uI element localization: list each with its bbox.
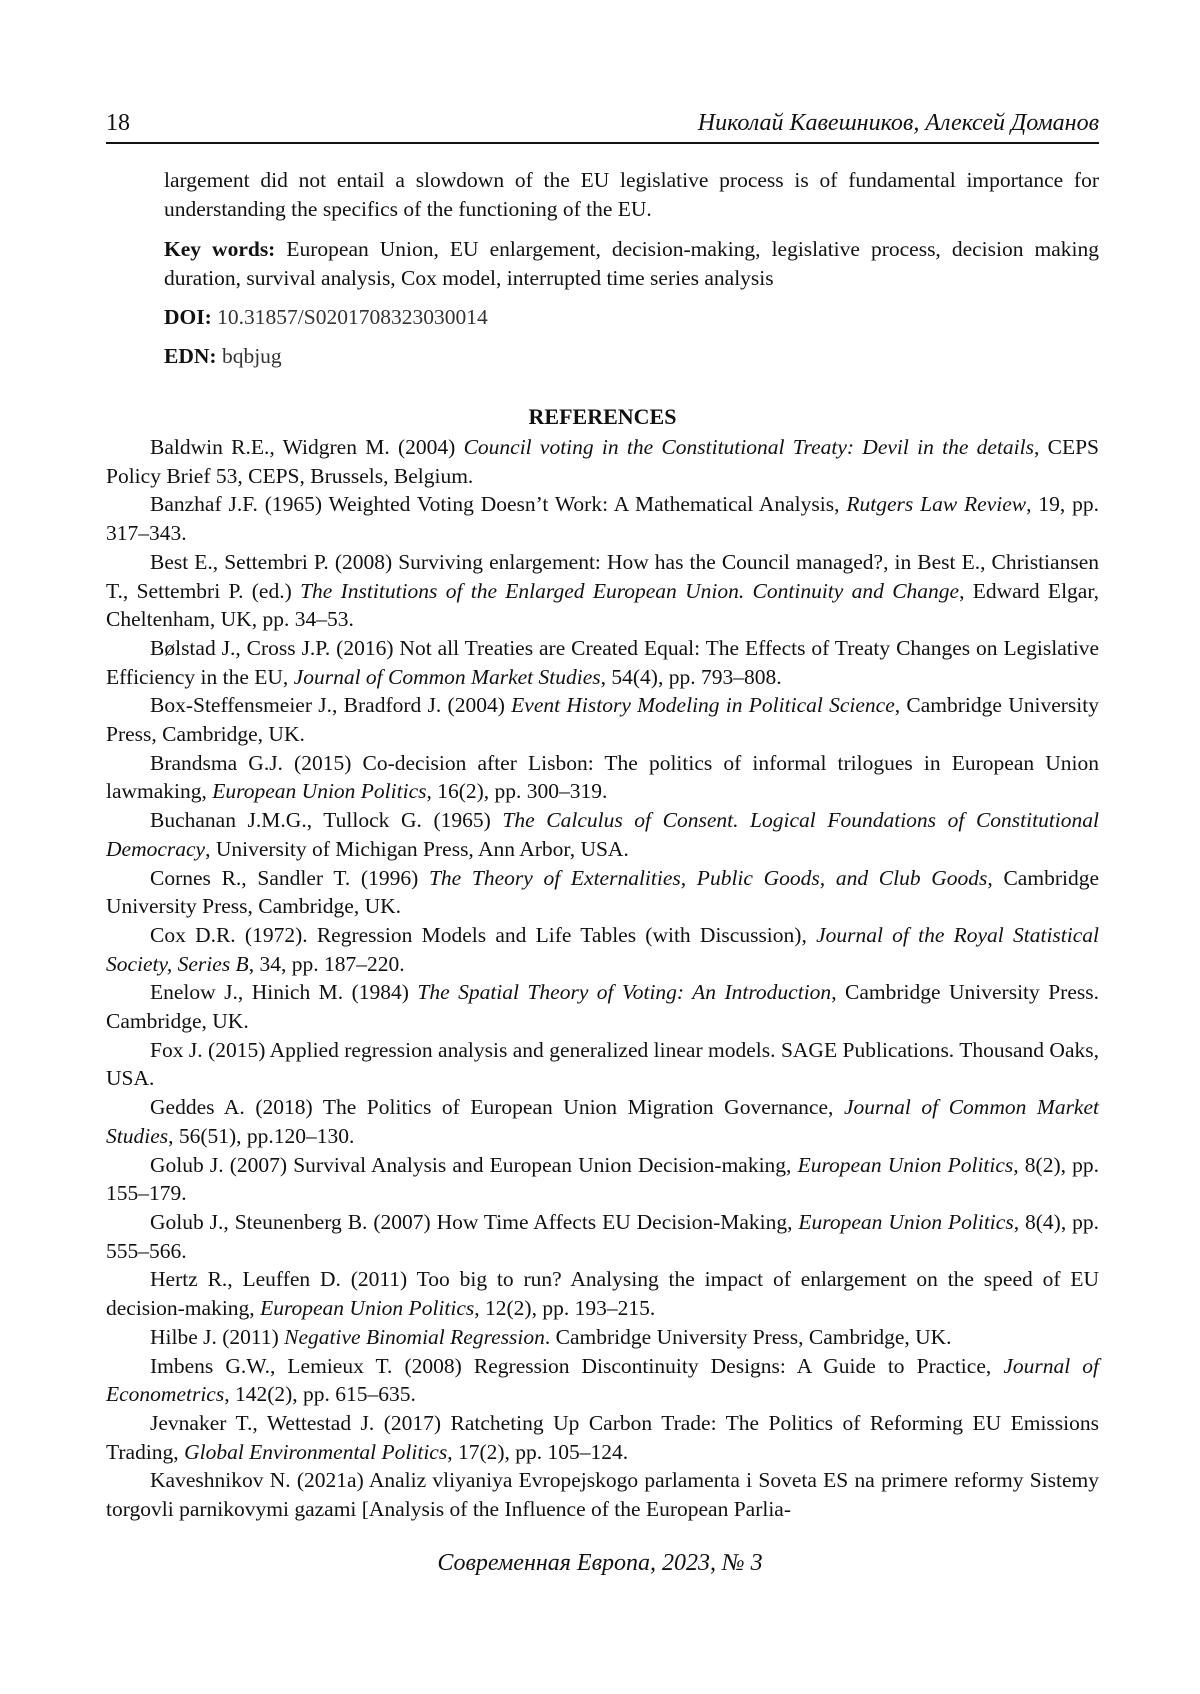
reference-item: Cornes R., Sandler T. (1996) The Theory of Externalities, Public Goods, and Club Goods, Cambridge University Press, Cambridge, UK. (106, 865, 1099, 919)
running-header (106, 106, 1099, 144)
reference-item: Baldwin R.E., Widgren M. (2004) Council voting in the Constitutional Treaty: Devil in the details, CEPS Policy Brief 53, CEPS, Brussels, Belgium. (106, 435, 1099, 488)
reference-item: Banzhaf J.F. (1965) Weighted Voting Doesn’t Work: A Mathematical Analysis, Rutgers Law Review, 19, pp. 317–343. (106, 492, 1099, 546)
abstract-block (164, 166, 1099, 371)
reference-item: Brandsma G.J. (2015) Co-decision after Lisbon: The politics of informal trilogues in European Union lawmaking, European Union Politics, 16(2), pp. 300–319. (106, 750, 1099, 804)
reference-item: Best E., Settembri P. (2008) Surviving enlargement: How has the Council managed?, in Best E., Christiansen T., Settembri P. (ed.) The Institutions of the Enlarged European Union. Continuity and Change, Edward Elgar, Cheltenham, UK, pp. 34–53. (106, 549, 1100, 632)
doi-line (164, 303, 1099, 332)
reference-item: Buchanan J.M.G., Tullock G. (1965) The Calculus of Consent. Logical Foundations of Constitutional Democracy, University of Michigan Press, Ann Arbor, USA. (106, 808, 1099, 861)
reference-item: Cox D.R. (1972). Regression Models and Life Tables (with Discussion), Journal of the Royal Statistical Society, Series B, 34, pp. 187–220. (106, 922, 1100, 976)
doi-label: DOI: (164, 305, 212, 329)
reference-item: Jevnaker T., Wettestad J. (2017) Ratcheting Up Carbon Trade: The Politics of Reforming EU Emissions Trading, Global Environmental Politics, 17(2), pp. 105–124. (106, 1410, 1099, 1464)
references-list (106, 433, 1099, 1524)
reference-item: Enelow J., Hinich M. (1984) The Spatial Theory of Voting: An Introduction, Cambridge University Press. Cambridge, UK. (106, 980, 1099, 1034)
abstract-continuation: largement did not entail a slowdown of the EU legislative process is of fundamental importance for understanding the specifics of the functioning of the EU. (164, 168, 1099, 221)
reference-item: Golub J., Steunenberg B. (2007) How Time Affects EU Decision-Making, European Union Politics, 8(4), pp. 555–566. (106, 1209, 1099, 1263)
page-number: 18 (106, 110, 130, 136)
reference-item: Hilbe J. (2011) Negative Binomial Regression. Cambridge University Press, Cambridge, UK. (150, 1324, 952, 1349)
reference-item: Kaveshnikov N. (2021a) Analiz vliyaniya Evropejskogo parlamenta i Soveta ES na primere reformy Sistemy torgovli parnikovymi gazami [Analysis of the Influence of the European Parlia- (106, 1468, 1099, 1522)
running-header-authors: Николай Кавешников, Алексей Доманов (697, 110, 1099, 136)
references-heading: REFERENCES (528, 404, 677, 429)
keywords-line (164, 235, 1099, 293)
edn-label: EDN: (164, 344, 217, 368)
doi-value: 10.31857/S0201708323030014 (217, 305, 488, 329)
reference-item: Box-Steffensmeier J., Bradford J. (2004) Event History Modeling in Political Science, Cambridge University Press, Cambridge, UK. (106, 693, 1099, 747)
journal-footer: Современная Европа, 2023, № 3 (437, 1550, 763, 1576)
keywords-text: European Union, EU enlargement, decision-making, legislative process, decision making duration, survival analysis, Cox model, interrupted time series analysis (164, 237, 1099, 290)
reference-item: Bølstad J., Cross J.P. (2016) Not all Treaties are Created Equal: The Effects of Treaty Changes on Legislative Efficiency in the EU, Journal of Common Market Studies, 54(4), pp. 793–808. (106, 635, 1099, 689)
keywords-label: Key words: (164, 237, 276, 261)
reference-item: Hertz R., Leuffen D. (2011) Too big to run? Analysing the impact of enlargement on the speed of EU decision-making, European Union Politics, 12(2), pp. 193–215. (106, 1267, 1099, 1321)
edn-value: bqbjug (221, 344, 282, 368)
reference-item: Fox J. (2015) Applied regression analysis and generalized linear models. SAGE Publications. Thousand Oaks, USA. (106, 1037, 1099, 1091)
edn-line (164, 342, 1099, 371)
reference-item: Imbens G.W., Lemieux T. (2008) Regression Discontinuity Designs: A Guide to Practice, Journal of Econometrics, 142(2), pp. 615–635. (106, 1353, 1099, 1407)
reference-item: Golub J. (2007) Survival Analysis and European Union Decision-making, European Union Politics, 8(2), pp. 155–179. (106, 1152, 1099, 1206)
reference-item: Geddes A. (2018) The Politics of European Union Migration Governance, Journal of Common Market Studies, 56(51), pp.120–130. (106, 1095, 1099, 1148)
